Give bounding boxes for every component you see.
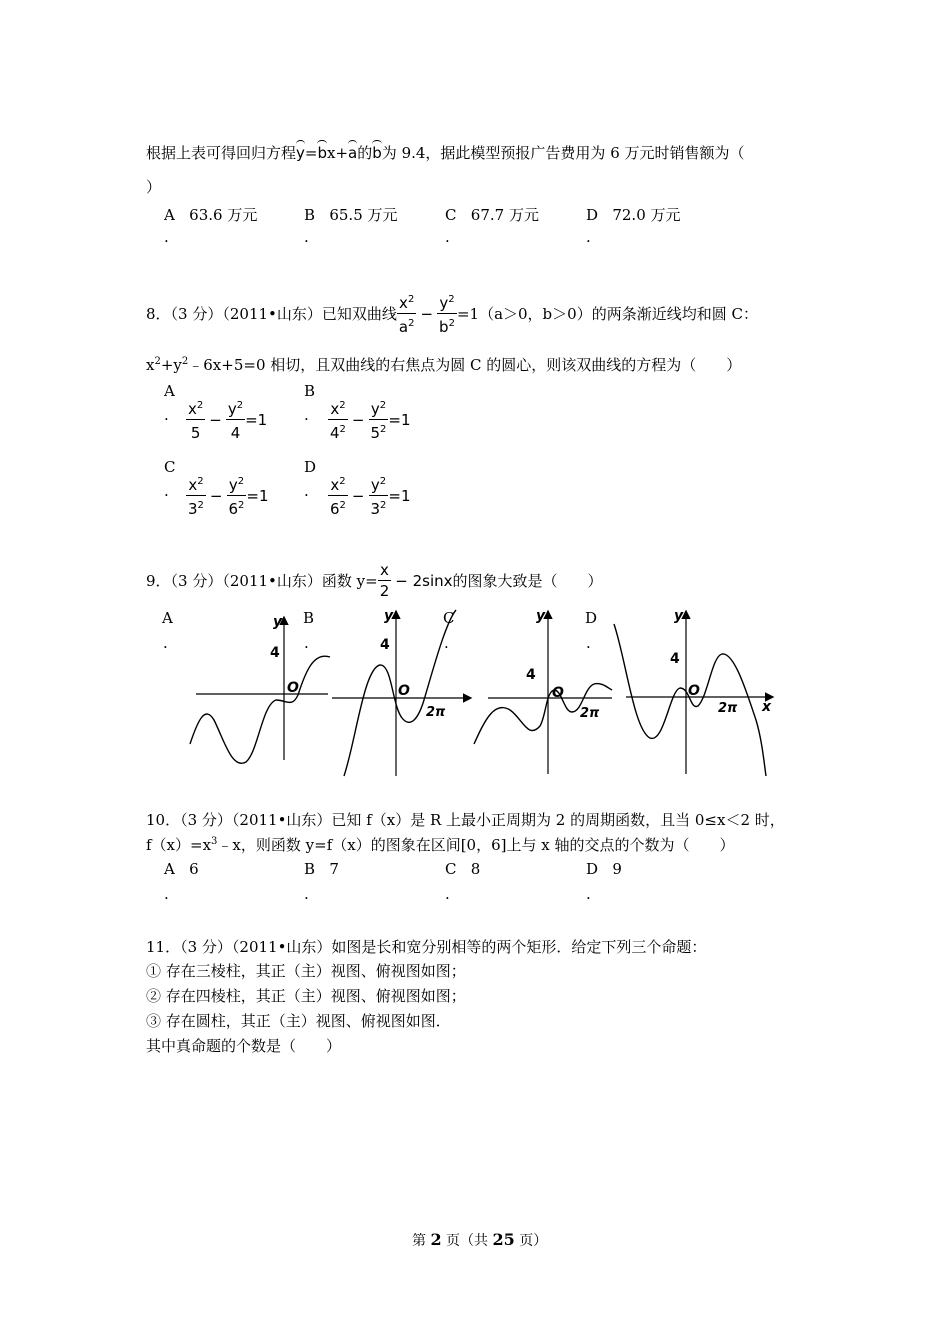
q9-graph-a[interactable] bbox=[190, 614, 330, 763]
two-pi-label: 2π bbox=[580, 706, 600, 721]
q8-option-b-formula: $\frac{x^2}{4^2}$ − $\frac{y^2}{5^2}$ =1 bbox=[328, 396, 411, 443]
q9-graph-b[interactable] bbox=[332, 608, 470, 776]
four-label: 4 bbox=[270, 645, 280, 661]
curve bbox=[190, 656, 330, 763]
q8-option-c[interactable]: C bbox=[164, 458, 176, 476]
q7-option-b[interactable]: B 65.5 万元 bbox=[304, 206, 398, 224]
q9-graph-c[interactable] bbox=[474, 608, 612, 774]
origin-label: O bbox=[398, 683, 410, 699]
q8-option-c-formula: $\frac{x^2}{3^2}$ − $\frac{y^2}{6^2}$ =1 bbox=[186, 472, 269, 519]
q10-option-c[interactable]: C 8 bbox=[445, 860, 481, 878]
q11-item1: ① 存在三棱柱，其正（主）视图、俯视图如图； bbox=[146, 962, 466, 980]
q9-line1: 9．（3 分）（2011•山东）函数 y= $\frac{x}{2}$ − 2sinx 的图象大致是（ ） bbox=[146, 561, 603, 600]
q8-line2: $x^2+y^2﹣6x+5=0$ 相切，且双曲线的右焦点为圆 C 的圆心，则该双曲线的方程为（ ） bbox=[146, 356, 742, 374]
q7-line1: 根据上表可得回归方程y=bx+a的b为 9.4，据此模型预报广告费用为 6 万元时销售额为（ bbox=[146, 144, 745, 162]
q11-line1: 11．（3 分）（2011•山东）如图是长和宽分别相等的两个矩形．给定下列三个命题： bbox=[146, 938, 707, 956]
q10-line2: $f(x)=x^3﹣x$，则函数 y=f（x）的图象在区间[0，6]上与 x 轴的交点的个数为（ ） bbox=[146, 836, 735, 854]
q9-letter-c[interactable]: C bbox=[443, 609, 455, 627]
q9-letter-a[interactable]: A bbox=[162, 609, 173, 627]
q8-option-d[interactable]: D bbox=[304, 458, 317, 476]
x-label: x bbox=[762, 699, 772, 715]
curve bbox=[614, 624, 766, 776]
b-hat: b bbox=[317, 144, 328, 162]
q11-item2: ② 存在四棱柱，其正（主）视图、俯视图如图； bbox=[146, 987, 466, 1005]
y-label: y bbox=[273, 614, 283, 630]
page-footer: 第 2 页（共 25 页） bbox=[412, 1230, 548, 1249]
q8-fraction-y2-b2: $\frac{y^2}{b^2}$ bbox=[437, 290, 457, 337]
q8-option-a[interactable]: A bbox=[164, 382, 175, 400]
current-page: 2 bbox=[430, 1230, 442, 1249]
b-hat-2: b bbox=[372, 144, 382, 162]
q8-fraction-x2-a2: $\frac{x^2}{a^2}$ bbox=[397, 290, 417, 337]
q8-option-d-formula: $\frac{x^2}{6^2}$ − $\frac{y^2}{3^2}$ =1 bbox=[328, 472, 411, 519]
a-hat: a bbox=[348, 144, 358, 162]
origin-label: O bbox=[552, 685, 564, 701]
y-label: y bbox=[674, 608, 684, 624]
q8-option-a-formula: $\frac{x^2}{5}$ − $\frac{y^2}{4}$ =1 bbox=[186, 396, 267, 443]
q10-option-d[interactable]: D 9 bbox=[586, 860, 622, 878]
q7-option-c[interactable]: C 67.7 万元 bbox=[445, 206, 539, 224]
two-pi-label: 2π bbox=[426, 705, 446, 720]
total-pages: 25 bbox=[492, 1230, 515, 1249]
q9-fraction-x-2: $\frac{x}{2}$ bbox=[379, 561, 390, 600]
origin-label: O bbox=[688, 683, 700, 699]
y-hat: y bbox=[296, 144, 305, 162]
q7-option-a[interactable]: A 63.6 万元 bbox=[164, 206, 258, 224]
q8-line1: 8．（3 分）（2011•山东）已知双曲线 $\frac{x^2}{a^2}$ − $\frac{y^2}{b^2}$ =1（a＞0，b＞0）的两条渐近线均和圆 C： bbox=[146, 290, 758, 337]
q7-option-d[interactable]: D 72.0 万元 bbox=[586, 206, 681, 224]
y-label: y bbox=[384, 608, 394, 624]
q10-option-a[interactable]: A 6 bbox=[164, 860, 199, 878]
q8-option-b[interactable]: B bbox=[304, 382, 316, 400]
four-label: 4 bbox=[526, 667, 536, 683]
origin-label: O bbox=[287, 680, 299, 696]
q10-line1: 10．（3 分）（2011•山东）已知 f（x）是 R 上最小正周期为 2 的周期函数，且当 0≤x＜2 时， bbox=[146, 811, 785, 829]
q7-line2: ） bbox=[146, 178, 162, 196]
q10-option-b[interactable]: B 7 bbox=[304, 860, 339, 878]
y-label: y bbox=[536, 608, 546, 624]
q11-line5: 其中真命题的个数是（ ） bbox=[146, 1037, 342, 1055]
q9-graph-d[interactable] bbox=[614, 608, 772, 776]
q11-item3: ③ 存在圆柱，其正（主）视图、俯视图如图． bbox=[146, 1012, 451, 1030]
q9-letter-b[interactable]: B bbox=[303, 609, 315, 627]
q9-letter-d[interactable]: D bbox=[585, 609, 598, 627]
two-pi-label: 2π bbox=[718, 701, 738, 716]
four-label: 4 bbox=[670, 651, 680, 667]
four-label: 4 bbox=[380, 637, 390, 653]
